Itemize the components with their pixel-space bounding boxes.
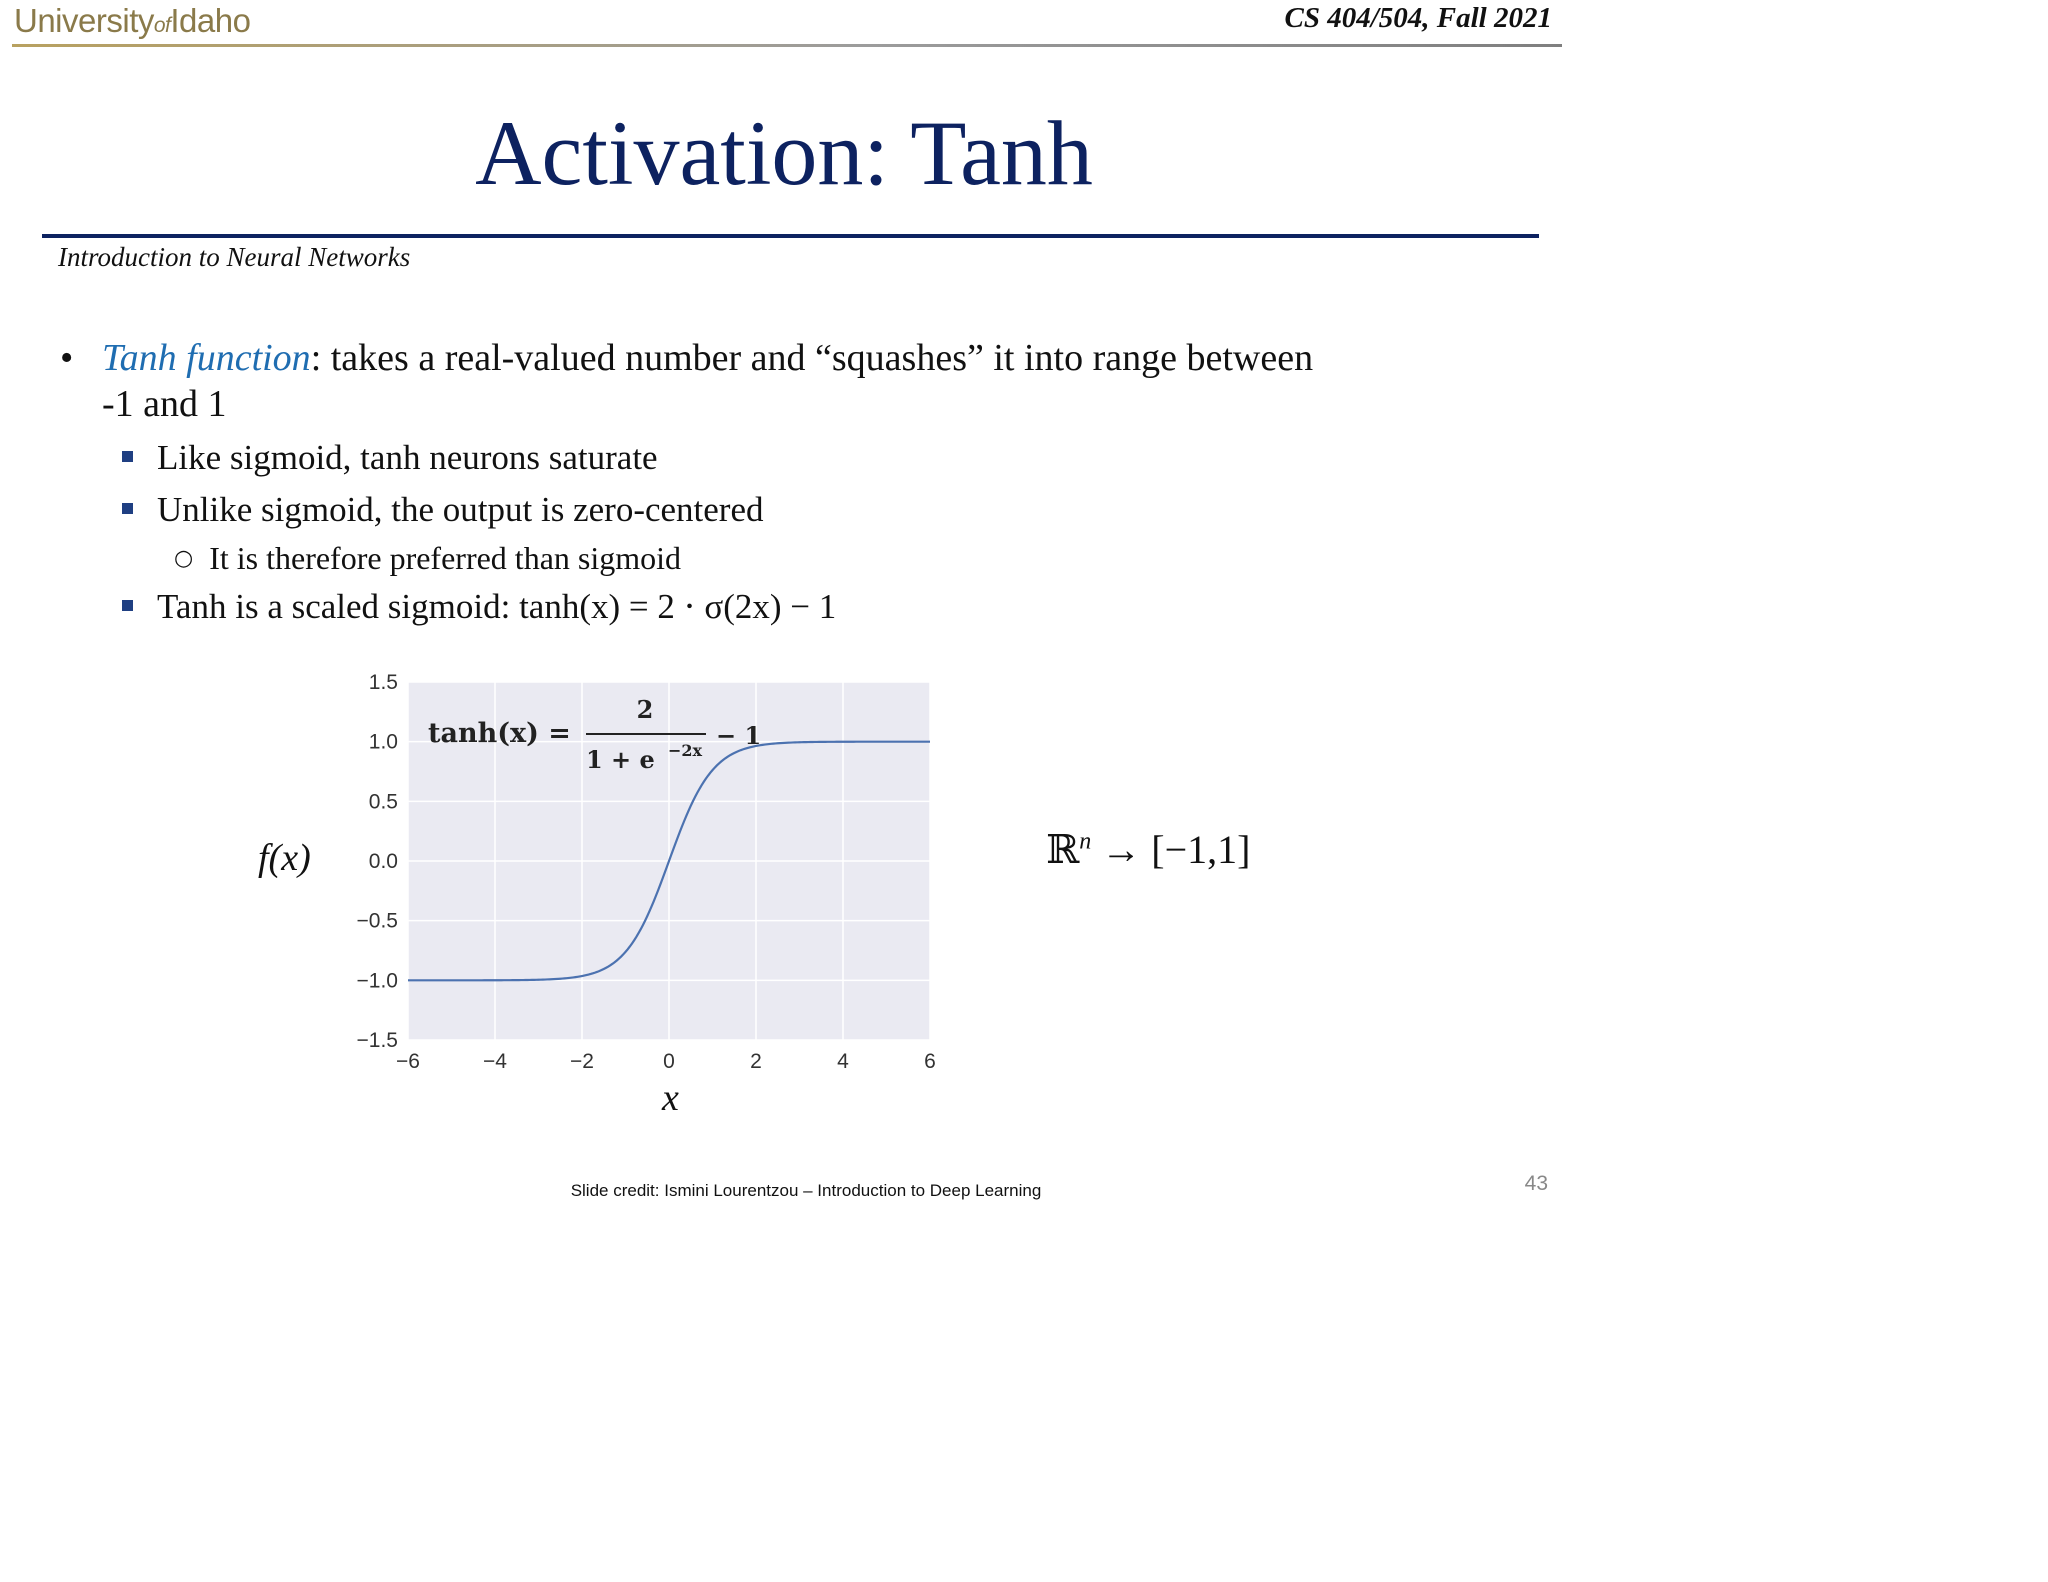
x-tick-label: −4 bbox=[483, 1050, 507, 1072]
slide-title: Activation: Tanh bbox=[475, 102, 1093, 204]
tanh-chart bbox=[338, 662, 948, 1072]
slide-subtitle: Introduction to Neural Networks bbox=[58, 242, 411, 272]
course-label: CS 404/504, Fall 2021 bbox=[1284, 2, 1552, 34]
square-bullet-icon bbox=[122, 451, 133, 462]
subsubbullet-preferred: ○ It is therefore preferred than sigmoid bbox=[174, 537, 681, 584]
university-logo: UniversityofIdaho bbox=[14, 2, 251, 39]
subbullet-scaled-sigmoid: Tanh is a scaled sigmoid: tanh(x) = 2 ⋅ σ(2x) − 1 bbox=[122, 585, 836, 629]
y-tick-label: 0.5 bbox=[368, 790, 398, 814]
formula-denominator: 1 + e bbox=[586, 745, 655, 774]
subbullet-saturate: Like sigmoid, tanh neurons saturate bbox=[122, 436, 658, 480]
formula-numerator: 2 bbox=[636, 695, 654, 724]
formula-lhs: tanh(x) = bbox=[428, 718, 571, 749]
subbullet-zero-centered: Unlike sigmoid, the output is zero-centered bbox=[122, 488, 764, 532]
y-tick-label: −0.5 bbox=[356, 909, 398, 933]
y-axis-label: f(x) bbox=[258, 837, 311, 879]
keyword-tanh-function: Tanh function bbox=[102, 337, 311, 379]
square-bullet-icon bbox=[122, 600, 133, 611]
bullet-dot-icon: • bbox=[60, 337, 74, 379]
y-tick-label: 1.0 bbox=[368, 730, 398, 754]
page-number: 43 bbox=[1524, 1172, 1548, 1195]
title-divider bbox=[42, 234, 1539, 238]
x-tick-label: 2 bbox=[750, 1050, 762, 1072]
bullet-text-continued: -1 and 1 bbox=[102, 383, 227, 425]
formula-tail: − 1 bbox=[716, 721, 762, 750]
bullet-text: : takes a real-valued number and “squashes” it into range between bbox=[310, 337, 1314, 379]
formula-exponent: −2x bbox=[668, 741, 703, 760]
bullet-tanh-function bbox=[60, 335, 1313, 381]
x-axis-label: x bbox=[662, 1077, 679, 1119]
x-tick-label: 0 bbox=[663, 1050, 675, 1072]
x-tick-label: −2 bbox=[570, 1050, 594, 1072]
y-tick-label: 1.5 bbox=[368, 671, 398, 694]
circle-bullet-icon: ○ bbox=[174, 546, 194, 571]
y-tick-label: 0.0 bbox=[368, 850, 398, 873]
x-tick-label: 4 bbox=[837, 1050, 849, 1072]
square-bullet-icon bbox=[122, 503, 133, 514]
x-tick-label: 6 bbox=[924, 1050, 936, 1072]
slide-credit: Slide credit: Ismini Lourentzou – Introduction to Deep Learning bbox=[570, 1181, 1042, 1200]
x-tick-label: −6 bbox=[396, 1050, 420, 1072]
range-notation: ℝ$^n$ → [−1,1] bbox=[1046, 827, 1251, 872]
y-tick-label: −1.5 bbox=[356, 1029, 398, 1052]
header-divider bbox=[12, 44, 1562, 47]
y-tick-label: −1.0 bbox=[356, 969, 398, 993]
